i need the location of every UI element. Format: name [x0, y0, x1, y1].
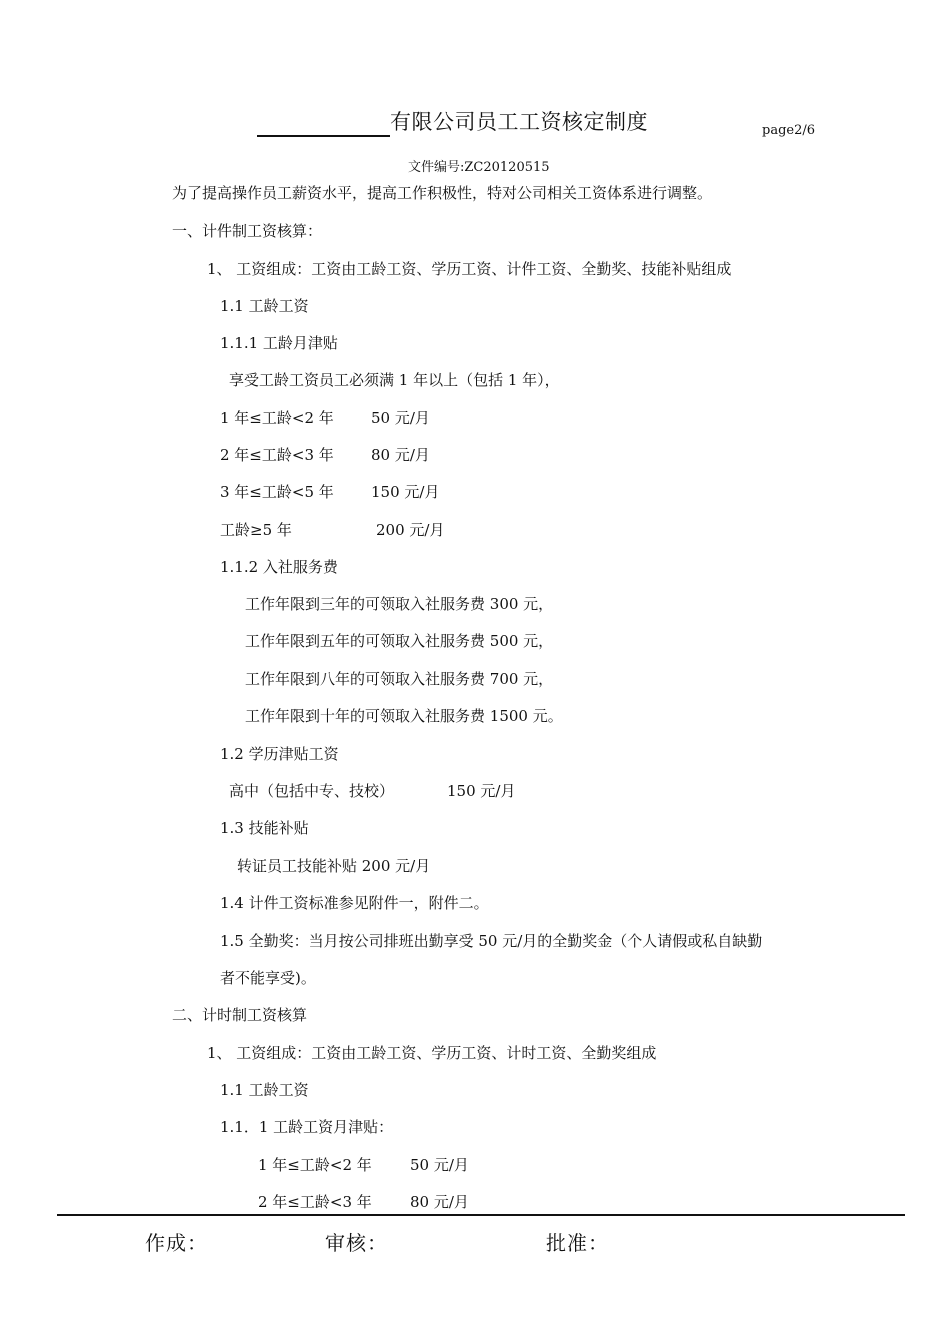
section-1-1-heading: 1.1 工龄工资: [220, 297, 309, 315]
seniority-note: 享受工龄工资员工必须满 1 年以上（包括 1 年），: [229, 371, 560, 389]
seniority-range: 1 年≤工龄<2 年: [258, 1156, 372, 1174]
seniority-amount: 50 元/月: [410, 1156, 469, 1174]
section-2-heading: 二、计时制工资核算: [172, 1006, 308, 1024]
service-fee-item: 工作年限到十年的可领取入社服务费 1500 元。: [245, 707, 563, 725]
seniority-range: 工龄≥5 年: [220, 521, 292, 539]
reviewed-by-label: 审核：: [325, 1231, 388, 1255]
seniority-range: 3 年≤工龄<5 年: [220, 483, 334, 501]
section-2-1-heading: 1.1 工龄工资: [220, 1081, 309, 1099]
skill-subsidy-note: 转证员工技能补贴 200 元/月: [237, 857, 431, 875]
service-fee-item: 工作年限到三年的可领取入社服务费 300 元，: [245, 595, 554, 613]
footer-divider: [57, 1214, 905, 1216]
seniority-amount: 50 元/月: [371, 409, 430, 427]
title-blank-underline: [257, 135, 390, 137]
section-1-composition: 1、 工资组成：工资由工龄工资、学历工资、计件工资、全勤奖、技能补贴组成: [207, 260, 732, 278]
section-1-3-heading: 1.3 技能补贴: [220, 819, 309, 837]
section-1-5-text: 1.5 全勤奖：当月按公司排班出勤享受 50 元/月的全勤奖金（个人请假或私自缺勤: [220, 932, 763, 950]
seniority-range: 1 年≤工龄<2 年: [220, 409, 334, 427]
section-2-composition: 1、 工资组成：工资由工龄工资、学历工资、计时工资、全勤奖组成: [207, 1044, 657, 1062]
seniority-amount: 80 元/月: [410, 1193, 469, 1211]
document-number: 文件编号:ZC20120515: [408, 160, 550, 175]
section-2-1-1-heading: 1.1．1 工龄工资月津贴：: [220, 1118, 394, 1136]
section-1-2-heading: 1.2 学历津贴工资: [220, 745, 339, 763]
service-fee-item: 工作年限到八年的可领取入社服务费 700 元，: [245, 670, 554, 688]
section-1-heading: 一、计件制工资核算：: [172, 222, 323, 240]
seniority-range: 2 年≤工龄<3 年: [258, 1193, 372, 1211]
service-fee-item: 工作年限到五年的可领取入社服务费 500 元，: [245, 632, 554, 650]
intro-paragraph: 为了提高操作员工薪资水平，提高工作积极性，特对公司相关工资体系进行调整。: [172, 184, 713, 202]
education-amount: 150 元/月: [447, 782, 516, 800]
section-1-4-text: 1.4 计件工资标准参见附件一，附件二。: [220, 894, 489, 912]
seniority-range: 2 年≤工龄<3 年: [220, 446, 334, 464]
seniority-amount: 150 元/月: [371, 483, 440, 501]
section-1-5-text-cont: 者不能享受)。: [220, 969, 316, 987]
document-title: 有限公司员工工资核定制度: [390, 110, 648, 134]
approved-by-label: 批准：: [546, 1231, 609, 1255]
made-by-label: 作成：: [145, 1231, 208, 1255]
section-1-1-2-heading: 1.1.2 入社服务费: [220, 558, 338, 576]
seniority-amount: 80 元/月: [371, 446, 430, 464]
page-number: page2/6: [762, 123, 816, 138]
seniority-amount: 200 元/月: [376, 521, 445, 539]
education-label: 高中（包括中专、技校）: [229, 782, 395, 800]
section-1-1-1-heading: 1.1.1 工龄月津贴: [220, 334, 338, 352]
